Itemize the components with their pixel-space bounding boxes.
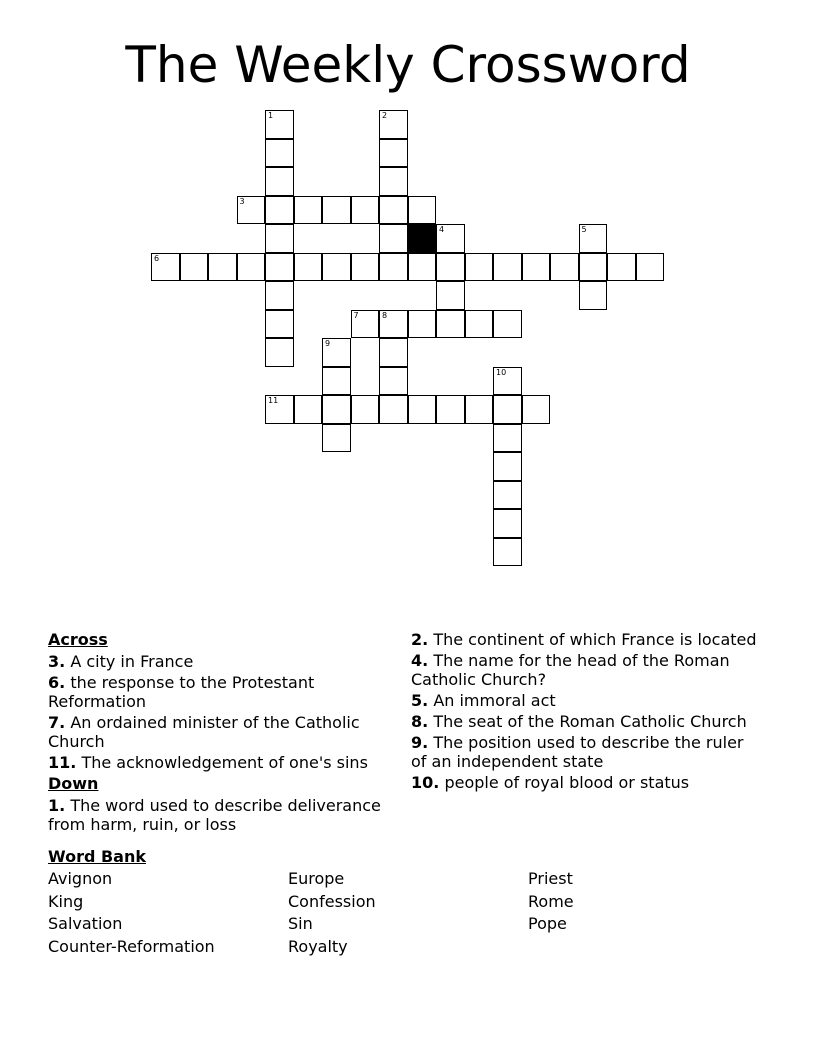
grid-cell[interactable] xyxy=(322,338,351,367)
grid-cell[interactable] xyxy=(379,167,408,196)
clue-number: 5 xyxy=(581,225,587,234)
grid-cell[interactable] xyxy=(379,253,408,282)
clue-down-9: 9. The position used to describe the ruler of an independent state xyxy=(411,733,744,771)
grid-cell[interactable] xyxy=(493,538,522,567)
grid-cell[interactable] xyxy=(351,196,380,225)
clues-right xyxy=(411,630,761,794)
clue-down-8: 8. The seat of the Roman Catholic Church xyxy=(411,712,747,731)
clue-down-4: 4. The name for the head of the Roman Catholic Church? xyxy=(411,651,730,689)
grid-cell[interactable] xyxy=(265,253,294,282)
clue-down-1: 1. The word used to describe deliverance from harm, ruin, or loss xyxy=(48,796,381,834)
grid-cell[interactable] xyxy=(493,481,522,510)
clue-across-6: 6. the response to the Protestant Reformation xyxy=(48,673,315,711)
clues-left xyxy=(48,630,388,836)
grid-cell[interactable] xyxy=(522,395,551,424)
grid-cell[interactable] xyxy=(436,224,465,253)
grid-cell[interactable] xyxy=(436,253,465,282)
grid-cell[interactable] xyxy=(265,310,294,339)
grid-cell[interactable] xyxy=(322,424,351,453)
clue-across-3: 3. A city in France xyxy=(48,652,194,671)
grid-cell[interactable] xyxy=(379,139,408,168)
grid-cell[interactable] xyxy=(265,139,294,168)
grid-cell[interactable] xyxy=(180,253,209,282)
word-bank-column-1 xyxy=(48,868,215,959)
grid-cell[interactable] xyxy=(493,367,522,396)
grid-cell[interactable] xyxy=(636,253,665,282)
grid-cell[interactable] xyxy=(208,253,237,282)
grid-cell[interactable] xyxy=(294,253,323,282)
clue-number: 11 xyxy=(268,396,279,405)
grid-cell[interactable] xyxy=(265,196,294,225)
grid-cell[interactable] xyxy=(265,281,294,310)
grid-cell[interactable] xyxy=(265,338,294,367)
grid-cell[interactable] xyxy=(607,253,636,282)
word-bank-item: Royalty xyxy=(288,937,348,957)
clue-number: 9 xyxy=(325,339,331,348)
grid-cell[interactable] xyxy=(379,310,408,339)
grid-cell[interactable] xyxy=(436,310,465,339)
grid-cell[interactable] xyxy=(322,395,351,424)
grid-cell[interactable] xyxy=(436,281,465,310)
grid-cell[interactable] xyxy=(579,281,608,310)
grid-cell[interactable] xyxy=(237,253,266,282)
grid-cell[interactable] xyxy=(493,253,522,282)
grid-cell[interactable] xyxy=(265,110,294,139)
clue-number: 8 xyxy=(382,310,388,320)
clue-number: 3 xyxy=(239,196,245,206)
grid-cell[interactable] xyxy=(322,253,351,282)
grid-cell[interactable] xyxy=(237,196,266,225)
grid-cell[interactable] xyxy=(294,395,323,424)
word-bank-item: Priest xyxy=(528,869,573,888)
grid-cell[interactable] xyxy=(493,452,522,481)
grid-cell[interactable] xyxy=(493,395,522,424)
grid-cell[interactable] xyxy=(408,395,437,424)
clue-down-2: 2. The continent of which France is located xyxy=(411,630,757,649)
word-bank-column-3 xyxy=(528,868,574,936)
word-bank-heading: Word Bank xyxy=(48,847,147,866)
word-bank-item: Sin xyxy=(288,914,313,934)
grid-cell[interactable] xyxy=(493,509,522,538)
grid-cell[interactable] xyxy=(465,253,494,282)
grid-cell[interactable] xyxy=(465,310,494,339)
grid-cell[interactable] xyxy=(351,253,380,282)
clue-across-7: 7. An ordained minister of the Catholic Church xyxy=(48,713,360,751)
grid-cell[interactable] xyxy=(408,253,437,282)
clue-number: 4 xyxy=(439,225,445,234)
grid-cell[interactable] xyxy=(579,224,608,253)
grid-cell[interactable] xyxy=(579,253,608,282)
clue-down-10: 10. people of royal blood or status xyxy=(411,773,690,792)
grid-cell[interactable] xyxy=(379,338,408,367)
grid-cell[interactable] xyxy=(550,253,579,282)
grid-cell[interactable] xyxy=(436,395,465,424)
grid-cell[interactable] xyxy=(351,395,380,424)
across-heading: Across xyxy=(48,630,108,649)
grid-cell[interactable] xyxy=(465,395,494,424)
word-bank-item: Counter-Reformation xyxy=(48,937,215,957)
clue-down-5: 5. An immoral act xyxy=(411,691,556,710)
grid-cell[interactable] xyxy=(379,224,408,253)
word-bank-item: Pope xyxy=(528,914,567,934)
grid-cell[interactable] xyxy=(493,424,522,453)
grid-cell[interactable] xyxy=(408,196,437,225)
grid-cell[interactable] xyxy=(493,310,522,339)
word-bank-item: Avignon xyxy=(48,869,113,888)
page-title: The Weekly Crossword xyxy=(125,36,691,94)
word-bank-item: Salvation xyxy=(48,914,123,934)
down-heading: Down xyxy=(48,774,99,793)
grid-cell[interactable] xyxy=(408,310,437,339)
clue-number: 2 xyxy=(382,111,388,120)
word-bank-item: King xyxy=(48,891,84,911)
grid-cell[interactable] xyxy=(379,395,408,424)
clue-number: 7 xyxy=(353,310,359,320)
grid-cell[interactable] xyxy=(265,224,294,253)
grid-cell[interactable] xyxy=(379,110,408,139)
clue-across-11: 11. The acknowledgement of one's sins xyxy=(48,753,368,772)
word-bank-column-2 xyxy=(288,868,376,959)
grid-cell[interactable] xyxy=(522,253,551,282)
grid-cell[interactable] xyxy=(265,167,294,196)
word-bank-item: Rome xyxy=(528,891,574,911)
grid-cell[interactable] xyxy=(151,253,180,282)
clue-number: 10 xyxy=(496,367,507,377)
grid-cell[interactable] xyxy=(322,196,351,225)
grid-block-cell xyxy=(408,224,437,253)
clue-number: 1 xyxy=(268,111,274,120)
grid-cell[interactable] xyxy=(322,367,351,396)
grid-cell[interactable] xyxy=(351,310,380,339)
grid-cell[interactable] xyxy=(265,395,294,424)
word-bank-item: Europe xyxy=(288,869,345,888)
grid-cell[interactable] xyxy=(379,196,408,225)
grid-cell[interactable] xyxy=(379,367,408,396)
word-bank-item: Confession xyxy=(288,891,376,911)
clue-number: 6 xyxy=(154,253,160,263)
grid-cell[interactable] xyxy=(294,196,323,225)
